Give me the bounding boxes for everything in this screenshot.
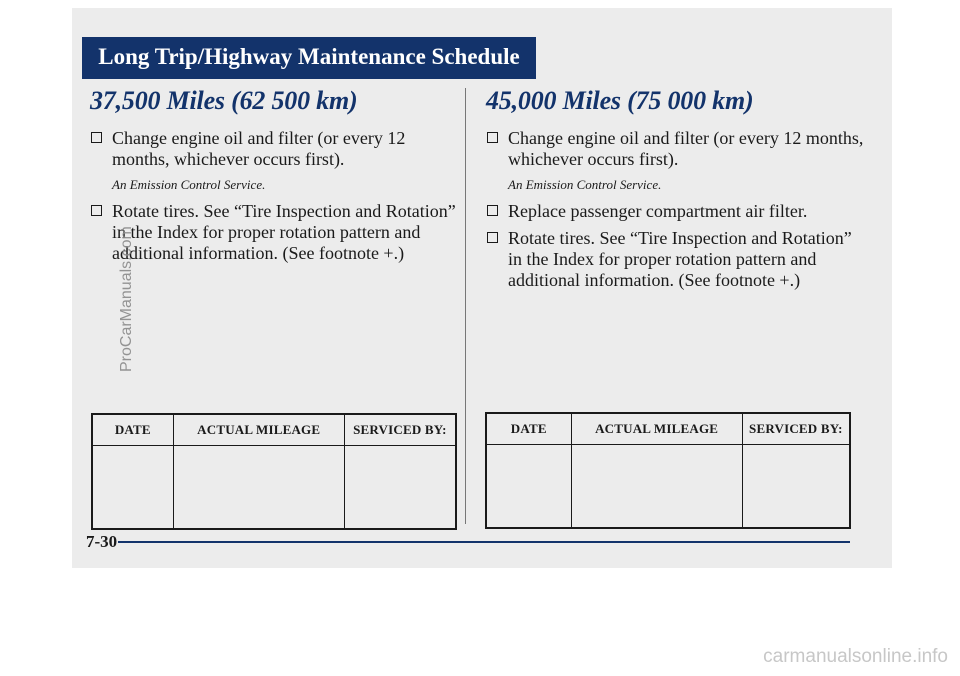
right-item-3-text: Rotate tires. See “Tire Inspection and Rotation” in the Index for proper rotation pattern and additional information. (See footnote +.) bbox=[508, 228, 852, 290]
checkbox-icon[interactable] bbox=[487, 205, 498, 216]
serviced-by-cell[interactable] bbox=[344, 446, 456, 530]
left-item-2-text: Rotate tires. See “Tire Inspection and Rotation” in the Index for proper rotation pattern and additional information. (See footnote +.) bbox=[112, 201, 456, 263]
actual-mileage-header: ACTUAL MILEAGE bbox=[173, 414, 344, 446]
right-item-1-text: Change engine oil and filter (or every 12 months, whichever occurs first). bbox=[508, 128, 864, 169]
right-column bbox=[484, 86, 864, 291]
checkbox-icon[interactable] bbox=[91, 132, 102, 143]
left-column bbox=[88, 86, 458, 264]
left-item-1-text: Change engine oil and filter (or every 12 months, whichever occurs first). bbox=[112, 128, 406, 169]
serviced-by-header: SERVICED BY: bbox=[344, 414, 456, 446]
watermark-text: ProCarManuals.com bbox=[118, 226, 135, 372]
table-row bbox=[486, 445, 850, 529]
right-heading: 45,000 Miles (75 000 km) bbox=[486, 86, 754, 115]
serviced-by-cell[interactable] bbox=[742, 445, 850, 529]
table-row bbox=[92, 446, 456, 530]
mileage-cell[interactable] bbox=[571, 445, 742, 529]
serviced-by-header: SERVICED BY: bbox=[742, 413, 850, 445]
section-banner bbox=[82, 37, 536, 79]
left-item-2 bbox=[88, 201, 458, 264]
table-header-row bbox=[486, 413, 850, 445]
right-item-1-note: An Emission Control Service. bbox=[508, 177, 662, 192]
site-footer-text: carmanualsonline.info bbox=[763, 646, 948, 667]
left-heading: 37,500 Miles (62 500 km) bbox=[90, 86, 358, 115]
left-item-1 bbox=[88, 128, 458, 195]
checkbox-icon[interactable] bbox=[91, 205, 102, 216]
actual-mileage-header: ACTUAL MILEAGE bbox=[571, 413, 742, 445]
right-item-1 bbox=[484, 128, 864, 195]
right-service-log-table bbox=[485, 412, 851, 529]
date-header: DATE bbox=[486, 413, 571, 445]
banner-title: Long Trip/Highway Maintenance Schedule bbox=[98, 44, 520, 69]
footer-rule bbox=[118, 541, 850, 543]
right-item-3 bbox=[484, 228, 864, 291]
column-divider bbox=[465, 88, 466, 524]
mileage-cell[interactable] bbox=[173, 446, 344, 530]
date-cell[interactable] bbox=[92, 446, 173, 530]
checkbox-icon[interactable] bbox=[487, 232, 498, 243]
date-header: DATE bbox=[92, 414, 173, 446]
right-item-2-text: Replace passenger compartment air filter. bbox=[508, 201, 808, 221]
page-number: 7-30 bbox=[86, 532, 118, 551]
left-service-log-table bbox=[91, 413, 457, 530]
left-item-1-note: An Emission Control Service. bbox=[112, 177, 266, 192]
right-item-2 bbox=[484, 201, 864, 222]
checkbox-icon[interactable] bbox=[487, 132, 498, 143]
date-cell[interactable] bbox=[486, 445, 571, 529]
table-header-row bbox=[92, 414, 456, 446]
